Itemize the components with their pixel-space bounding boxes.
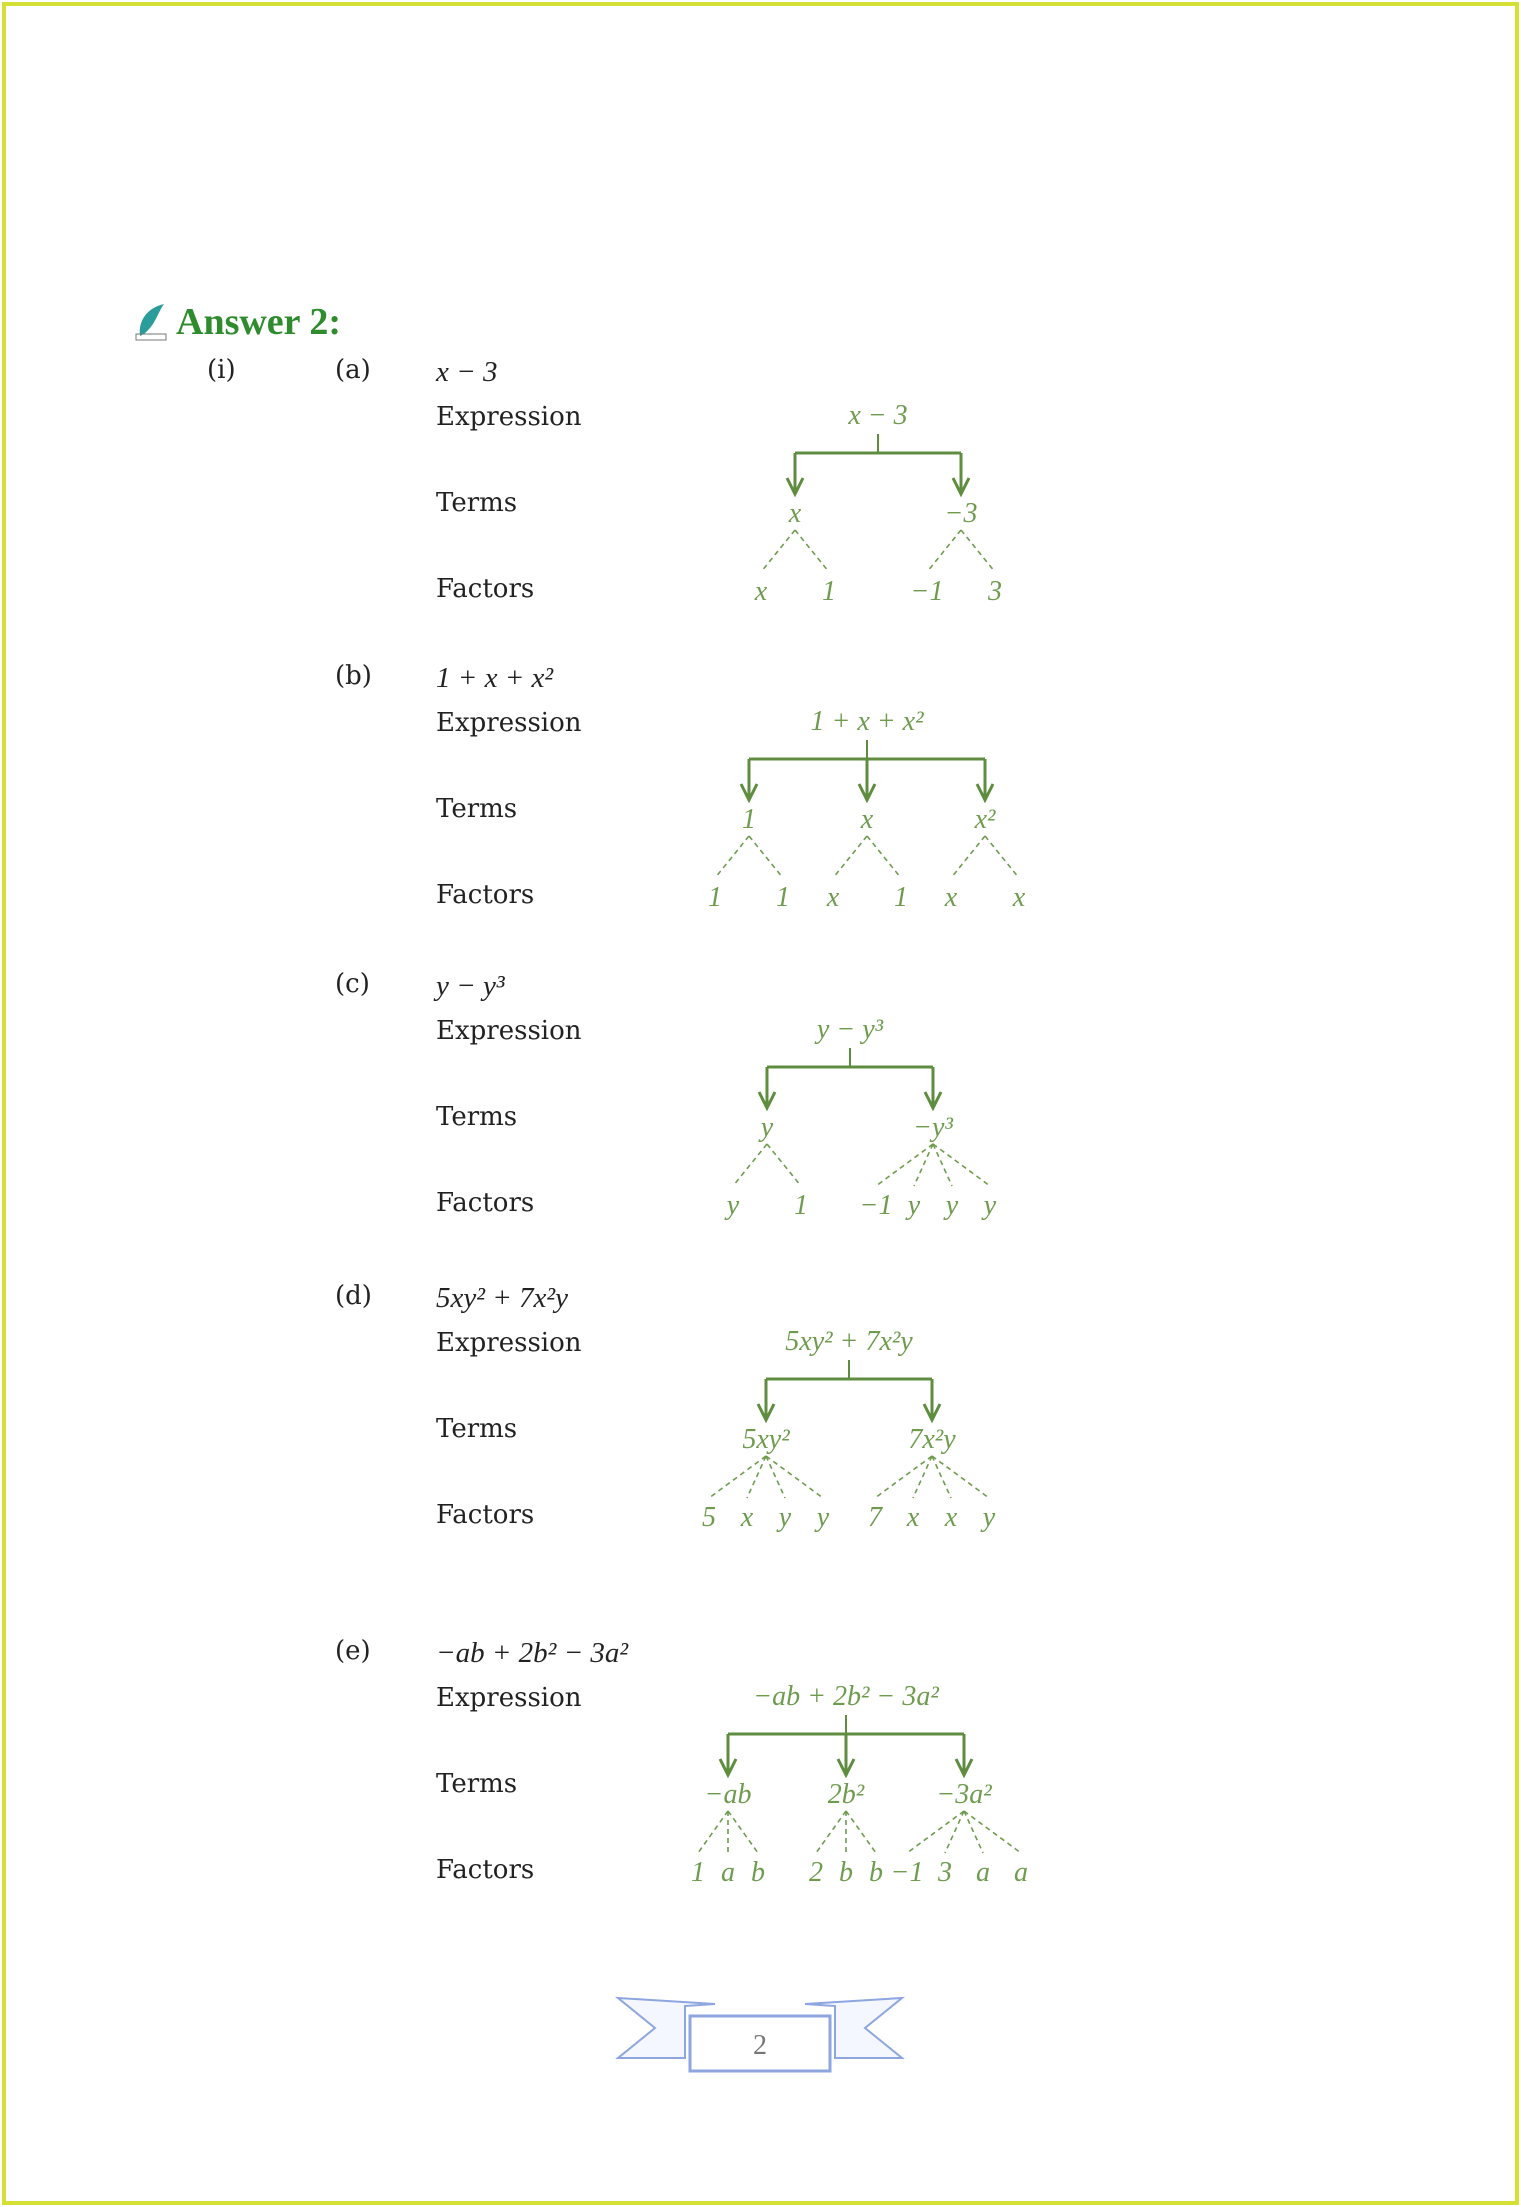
factor-label: x <box>1012 882 1026 913</box>
term-label: 1 <box>742 804 756 835</box>
factor-label: y <box>983 1190 997 1221</box>
term-label: x <box>860 804 874 835</box>
factor-tree <box>0 360 1521 640</box>
part-letter: (e) <box>335 1636 371 1666</box>
terms-label: Terms <box>436 794 518 824</box>
answer-part <box>0 661 1521 966</box>
factor-dashed-line <box>867 836 901 878</box>
term-label: 5xy² <box>742 1424 790 1455</box>
factor-label: y <box>907 1190 921 1221</box>
factor-label: 1 <box>822 576 836 607</box>
factor-dashed-line <box>951 836 985 878</box>
factors-label: Factors <box>436 1500 535 1530</box>
factor-dashed-line <box>846 1811 876 1853</box>
factor-label: b <box>869 1857 883 1888</box>
factor-label: x <box>740 1502 754 1533</box>
factor-dashed-line <box>698 1811 728 1853</box>
heading-text: Answer 2: <box>176 301 342 343</box>
factor-label: a <box>1014 1857 1028 1888</box>
expression-text: 5xy² + 7x²y <box>436 1282 568 1314</box>
factor-dashed-line <box>795 530 829 572</box>
expression-text: 1 + x + x² <box>436 662 554 694</box>
factor-label: 2 <box>809 1857 823 1888</box>
factor-label: 7 <box>868 1502 882 1533</box>
factor-label: −1 <box>859 1190 893 1221</box>
part-label: (i) <box>207 355 236 385</box>
factor-label: 5 <box>702 1502 716 1533</box>
term-label: −3 <box>944 498 978 529</box>
factor-label: 3 <box>938 1857 952 1888</box>
factor-label: x <box>826 882 840 913</box>
answer-part <box>0 969 1521 1274</box>
term-label: −ab <box>704 1779 752 1810</box>
term-label: −y³ <box>913 1112 953 1143</box>
factor-label: 3 <box>988 576 1002 607</box>
factor-dashed-line <box>816 1811 846 1853</box>
factor-dashed-line <box>964 1811 1021 1853</box>
factor-dashed-line <box>833 836 867 878</box>
tree-root: x − 3 <box>848 400 908 431</box>
part-letter: (a) <box>335 355 371 385</box>
tree-root: −ab + 2b² − 3a² <box>753 1681 939 1712</box>
factor-dashed-line <box>709 1456 766 1498</box>
factor-dashed-line <box>933 1144 990 1186</box>
term-label: x <box>788 498 802 529</box>
factor-label: y <box>726 1190 740 1221</box>
factor-dashed-line <box>907 1811 964 1853</box>
factor-label: 1 <box>794 1190 808 1221</box>
expression-label: Expression <box>436 708 582 738</box>
factor-tree <box>0 666 1521 946</box>
term-label: y <box>760 1112 774 1143</box>
factor-label: 1 <box>691 1857 705 1888</box>
terms-label: Terms <box>436 1769 518 1799</box>
factor-tree <box>0 1641 1521 1921</box>
factor-label: x <box>944 882 958 913</box>
factor-label: x <box>944 1502 958 1533</box>
term-label: 2b² <box>827 1779 865 1810</box>
factor-label: 1 <box>708 882 722 913</box>
logo-icon <box>134 302 168 342</box>
terms-label: Terms <box>436 488 518 518</box>
factor-label: 1 <box>894 882 908 913</box>
expression-label: Expression <box>436 1016 582 1046</box>
answer-part <box>0 1281 1521 1586</box>
term-label: x² <box>974 804 996 835</box>
expression-label: Expression <box>436 1683 582 1713</box>
terms-label: Terms <box>436 1414 518 1444</box>
answer-heading <box>134 300 341 344</box>
factor-label: x <box>754 576 768 607</box>
tree-root: 5xy² + 7x²y <box>785 1326 913 1357</box>
expression-text: x − 3 <box>436 356 498 388</box>
factor-label: x <box>906 1502 920 1533</box>
factor-dashed-line <box>733 1144 767 1186</box>
factor-dashed-line <box>927 530 961 572</box>
factors-label: Factors <box>436 1188 535 1218</box>
expression-text: −ab + 2b² − 3a² <box>436 1637 629 1669</box>
factor-dashed-line <box>985 836 1019 878</box>
term-label: 7x²y <box>908 1424 956 1455</box>
factor-dashed-line <box>728 1811 758 1853</box>
tree-root: y − y³ <box>816 1014 884 1045</box>
factor-tree <box>0 1286 1521 1566</box>
factor-dashed-line <box>875 1456 932 1498</box>
page-number: 2 <box>753 2030 767 2061</box>
factor-label: y <box>982 1502 996 1533</box>
part-letter: (c) <box>335 969 370 999</box>
factor-dashed-line <box>715 836 749 878</box>
term-label: −3a² <box>936 1779 992 1810</box>
factor-label: 1 <box>776 882 790 913</box>
terms-label: Terms <box>436 1102 518 1132</box>
factor-dashed-line <box>876 1144 933 1186</box>
page-number-ribbon <box>615 1988 905 2073</box>
factor-dashed-line <box>749 836 783 878</box>
part-letter: (b) <box>335 661 372 691</box>
expression-text: y − y³ <box>436 970 505 1002</box>
expression-label: Expression <box>436 1328 582 1358</box>
factor-label: a <box>976 1857 990 1888</box>
factor-label: −1 <box>890 1857 924 1888</box>
tree-root: 1 + x + x² <box>810 706 924 737</box>
factor-label: −1 <box>910 576 944 607</box>
factor-dashed-line <box>767 1144 801 1186</box>
factor-label: b <box>839 1857 853 1888</box>
factor-label: y <box>778 1502 792 1533</box>
answer-part <box>0 355 1521 660</box>
factor-label: y <box>945 1190 959 1221</box>
factor-tree <box>0 974 1521 1254</box>
factor-label: a <box>721 1857 735 1888</box>
expression-label: Expression <box>436 402 582 432</box>
factor-dashed-line <box>961 530 995 572</box>
factor-dashed-line <box>766 1456 823 1498</box>
factors-label: Factors <box>436 880 535 910</box>
factor-dashed-line <box>761 530 795 572</box>
part-letter: (d) <box>335 1281 372 1311</box>
factors-label: Factors <box>436 574 535 604</box>
factor-label: b <box>751 1857 765 1888</box>
factor-label: y <box>816 1502 830 1533</box>
answer-part <box>0 1636 1521 1941</box>
factors-label: Factors <box>436 1855 535 1885</box>
factor-dashed-line <box>932 1456 989 1498</box>
